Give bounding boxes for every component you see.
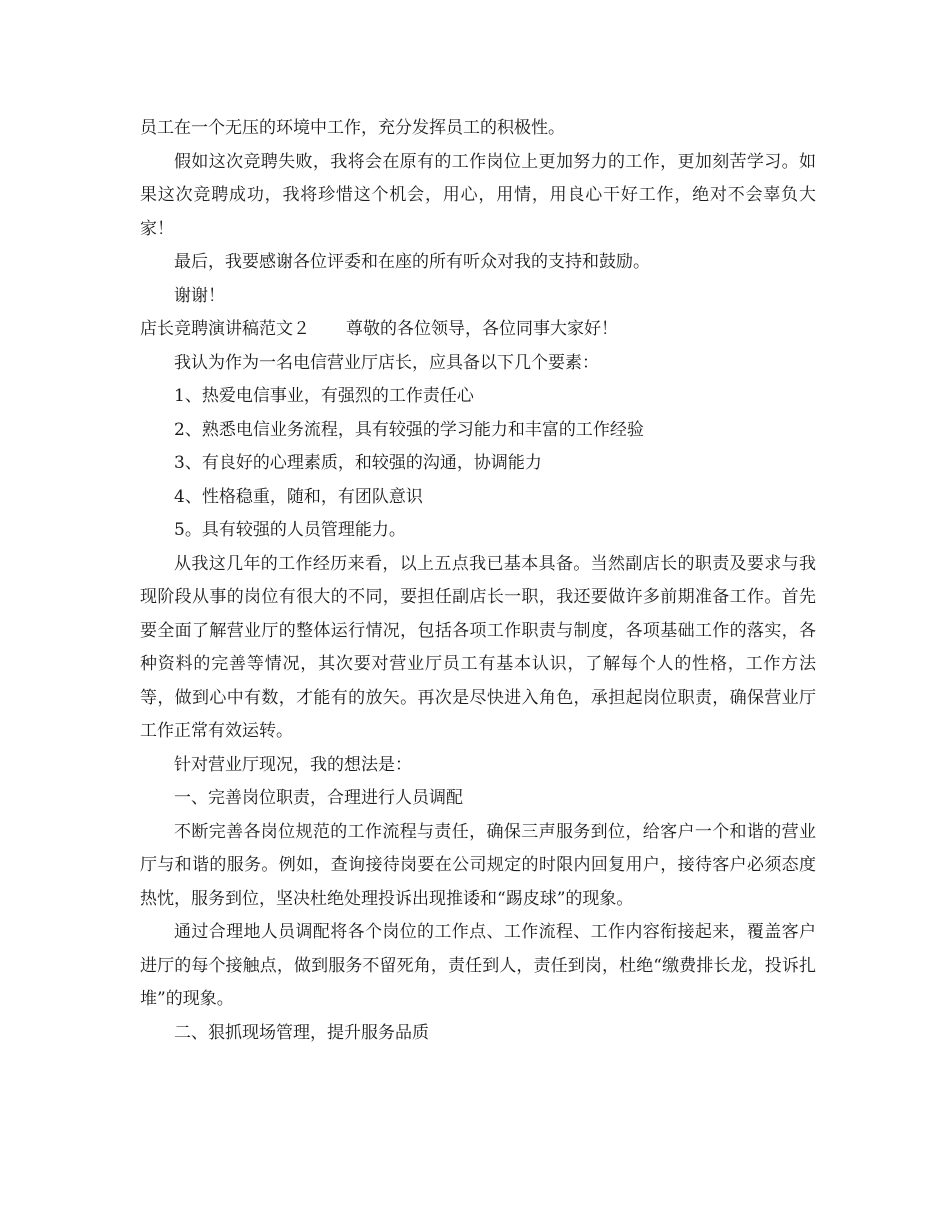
document-body — [140, 112, 816, 1050]
section-title: 店长竞聘演讲稿范文２ — [140, 319, 310, 339]
greeting: 尊敬的各位领导，各位同事大家好！ — [346, 319, 618, 339]
list-item: 1、热爱电信事业，有强烈的工作责任心 — [174, 386, 474, 406]
paragraph: 针对营业厅现况，我的想法是： — [174, 754, 412, 775]
paragraph: 谢谢！ — [174, 285, 225, 306]
section-title-line — [140, 313, 816, 347]
paragraph: 员工在一个无压的环境中工作，充分发挥员工的积极性。 — [140, 118, 565, 138]
paragraph: 最后，我要感谢各位评委和在座的所有听众对我的支持和鼓励。 — [174, 252, 650, 272]
list-item: 3、有良好的心理素质，和较强的沟通，协调能力 — [174, 453, 542, 473]
paragraph: 假如这次竞聘失败，我将会在原有的工作岗位上更加努力的工作，更加刻苦学习。如果这次竞聘成功，我将珍惜这个机会，用心，用情，用良心干好工作，绝对不会辜负大家！ — [140, 151, 816, 239]
subheading: 二、狠抓现场管理，提升服务品质 — [174, 1022, 429, 1043]
subheading: 一、完善岗位职责，合理进行人员调配 — [174, 788, 463, 808]
list-item: 5。具有较强的人员管理能力。 — [174, 520, 406, 540]
paragraph: 通过合理地人员调配将各个岗位的工作点、工作流程、工作内容衔接起来，覆盖客户进厅的每个接触点，做到服务不留死角，责任到人，责任到岗，杜绝“缴费排长龙，投诉扎堆”的现象。 — [140, 922, 816, 1009]
list-item: 2、熟悉电信业务流程，具有较强的学习能力和丰富的工作经验 — [174, 419, 644, 440]
paragraph: 我认为作为一名电信营业厅店长，应具备以下几个要素： — [174, 352, 599, 373]
paragraph: 不断完善各岗位规范的工作流程与责任，确保三声服务到位，给客户一个和谐的营业厅与和谐的服务。例如，查询接待岗要在公司规定的时限内回复用户，接待客户必须态度热忱，服务到位，坚决杜绝处理投诉出现推诿和“踢皮球”的现象。 — [140, 821, 816, 909]
paragraph: 从我这几年的工作经历来看，以上五点我已基本具备。当然副店长的职责及要求与我现阶段从事的岗位有很大的不同，要担任副店长一职，我还要做许多前期准备工作。首先要全面了解营业厅的整体运行情况，包括各项工作职责与制度，各项基础工作的落实，各种资料的完善等情况，其次要对营业厅员工有基本认识，了解每个人的性格，工作方法等，做到心中有数，才能有的放矢。再次是尽快进入角色，承担起岗位职责，确保营业厅工作正常有效运转。 — [140, 553, 816, 741]
list-item: 4、性格稳重，随和，有团队意识 — [174, 486, 423, 507]
